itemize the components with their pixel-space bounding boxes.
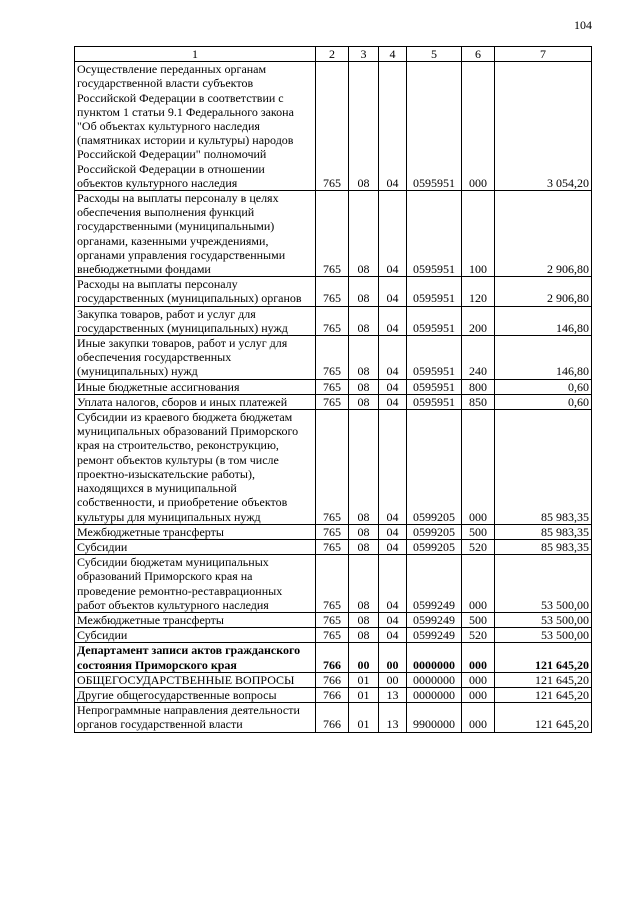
row-name-cell: Межбюджетные трансферты (75, 524, 316, 539)
table-row (75, 394, 592, 409)
row-expense-type-cell: 520 (462, 628, 495, 643)
row-amount-cell: 121 645,20 (495, 643, 592, 672)
row-name-cell: Расходы на выплаты персоналу в целях обеспечения выполнения функций государственными (муниципальными) органами, казенными учреждениями, органами управления государственными внебюджетными фондами (75, 191, 316, 277)
row-section-cell: 01 (349, 703, 379, 732)
row-admin-code-cell: 765 (316, 539, 349, 554)
row-target-code-cell: 0599205 (407, 524, 462, 539)
table-row (75, 703, 592, 732)
row-subsection-cell: 04 (379, 539, 407, 554)
row-target-code-cell: 0595951 (407, 336, 462, 380)
table-row (75, 643, 592, 672)
row-name-cell: Субсидии (75, 628, 316, 643)
row-admin-code-cell: 765 (316, 379, 349, 394)
row-amount-cell: 146,80 (495, 306, 592, 335)
row-expense-type-cell: 000 (462, 62, 495, 191)
row-target-code-cell: 0595951 (407, 191, 462, 277)
row-section-cell: 08 (349, 410, 379, 525)
row-section-cell: 08 (349, 524, 379, 539)
row-subsection-cell: 00 (379, 672, 407, 687)
row-target-code-cell: 0000000 (407, 643, 462, 672)
row-name-cell: Субсидии из краевого бюджета бюджетам муниципальных образований Приморского края на строительство, реконструкцию, ремонт объектов культуры (в том числе проектно-изыскательские работы), находящихся в муниципальной собственности, и приобретение объектов культуры для муниципальных нужд (75, 410, 316, 525)
row-section-cell: 08 (349, 539, 379, 554)
row-admin-code-cell: 765 (316, 394, 349, 409)
row-amount-cell: 53 500,00 (495, 555, 592, 613)
row-amount-cell: 85 983,35 (495, 410, 592, 525)
row-target-code-cell: 9900000 (407, 703, 462, 732)
header-cell-7: 7 (495, 47, 592, 62)
row-subsection-cell: 04 (379, 277, 407, 306)
row-section-cell: 01 (349, 687, 379, 702)
table-row (75, 379, 592, 394)
row-section-cell: 08 (349, 191, 379, 277)
row-expense-type-cell: 240 (462, 336, 495, 380)
table-row (75, 62, 592, 191)
table-row (75, 687, 592, 702)
row-admin-code-cell: 765 (316, 628, 349, 643)
row-subsection-cell: 04 (379, 379, 407, 394)
row-amount-cell: 53 500,00 (495, 612, 592, 627)
row-admin-code-cell: 766 (316, 703, 349, 732)
header-cell-3: 3 (349, 47, 379, 62)
budget-table (74, 46, 592, 733)
row-expense-type-cell: 500 (462, 612, 495, 627)
table-row (75, 277, 592, 306)
row-section-cell: 08 (349, 306, 379, 335)
header-cell-2: 2 (316, 47, 349, 62)
row-expense-type-cell: 000 (462, 672, 495, 687)
row-subsection-cell: 04 (379, 62, 407, 191)
row-admin-code-cell: 765 (316, 191, 349, 277)
row-admin-code-cell: 766 (316, 643, 349, 672)
row-name-cell: Другие общегосударственные вопросы (75, 687, 316, 702)
row-admin-code-cell: 765 (316, 277, 349, 306)
row-expense-type-cell: 120 (462, 277, 495, 306)
row-expense-type-cell: 100 (462, 191, 495, 277)
row-name-cell: Департамент записи актов гражданского состояния Приморского края (75, 643, 316, 672)
row-amount-cell: 2 906,80 (495, 191, 592, 277)
row-amount-cell: 53 500,00 (495, 628, 592, 643)
row-section-cell: 08 (349, 394, 379, 409)
row-expense-type-cell: 000 (462, 643, 495, 672)
table-header-row (75, 47, 592, 62)
row-name-cell: Межбюджетные трансферты (75, 612, 316, 627)
row-name-cell: Расходы на выплаты персоналу государственных (муниципальных) органов (75, 277, 316, 306)
row-section-cell: 08 (349, 612, 379, 627)
table-row (75, 191, 592, 277)
row-amount-cell: 2 906,80 (495, 277, 592, 306)
header-cell-5: 5 (407, 47, 462, 62)
row-expense-type-cell: 500 (462, 524, 495, 539)
page-number: 104 (574, 18, 592, 32)
row-subsection-cell: 13 (379, 703, 407, 732)
row-target-code-cell: 0599249 (407, 612, 462, 627)
row-section-cell: 01 (349, 672, 379, 687)
row-target-code-cell: 0595951 (407, 394, 462, 409)
table-row (75, 524, 592, 539)
row-section-cell: 08 (349, 336, 379, 380)
row-admin-code-cell: 765 (316, 306, 349, 335)
row-section-cell: 08 (349, 277, 379, 306)
row-expense-type-cell: 850 (462, 394, 495, 409)
row-admin-code-cell: 766 (316, 687, 349, 702)
row-name-cell: Уплата налогов, сборов и иных платежей (75, 394, 316, 409)
table-row (75, 672, 592, 687)
row-subsection-cell: 04 (379, 555, 407, 613)
row-name-cell: Иные бюджетные ассигнования (75, 379, 316, 394)
row-name-cell: Осуществление переданных органам государственной власти субъектов Российской Федерации в соответствии с пунктом 1 статьи 9.1 Федерального закона "Об объектах культурного наследия (памятниках истории и культуры) народов Российской Федерации" полномочий Российской Федерации в отношении объектов культурного наследия (75, 62, 316, 191)
row-section-cell: 08 (349, 379, 379, 394)
table-row (75, 555, 592, 613)
row-section-cell: 08 (349, 628, 379, 643)
row-amount-cell: 121 645,20 (495, 703, 592, 732)
row-admin-code-cell: 765 (316, 524, 349, 539)
row-target-code-cell: 0599249 (407, 628, 462, 643)
row-expense-type-cell: 800 (462, 379, 495, 394)
row-name-cell: Иные закупки товаров, работ и услуг для обеспечения государственных (муниципальных) нужд (75, 336, 316, 380)
row-subsection-cell: 04 (379, 524, 407, 539)
row-admin-code-cell: 766 (316, 672, 349, 687)
header-cell-6: 6 (462, 47, 495, 62)
header-cell-1: 1 (75, 47, 316, 62)
row-target-code-cell: 0000000 (407, 672, 462, 687)
table-row (75, 612, 592, 627)
table-row (75, 628, 592, 643)
row-section-cell: 08 (349, 555, 379, 613)
row-target-code-cell: 0595951 (407, 62, 462, 191)
row-expense-type-cell: 000 (462, 410, 495, 525)
row-subsection-cell: 04 (379, 336, 407, 380)
row-subsection-cell: 13 (379, 687, 407, 702)
table-row (75, 306, 592, 335)
row-subsection-cell: 00 (379, 643, 407, 672)
row-admin-code-cell: 765 (316, 612, 349, 627)
row-name-cell: Субсидии (75, 539, 316, 554)
row-target-code-cell: 0599205 (407, 539, 462, 554)
row-subsection-cell: 04 (379, 612, 407, 627)
row-subsection-cell: 04 (379, 394, 407, 409)
row-subsection-cell: 04 (379, 410, 407, 525)
row-target-code-cell: 0595951 (407, 277, 462, 306)
row-target-code-cell: 0599205 (407, 410, 462, 525)
row-amount-cell: 85 983,35 (495, 539, 592, 554)
row-expense-type-cell: 000 (462, 703, 495, 732)
row-target-code-cell: 0595951 (407, 306, 462, 335)
row-amount-cell: 0,60 (495, 379, 592, 394)
row-name-cell: ОБЩЕГОСУДАРСТВЕННЫЕ ВОПРОСЫ (75, 672, 316, 687)
row-name-cell: Непрограммные направления деятельности органов государственной власти (75, 703, 316, 732)
header-cell-4: 4 (379, 47, 407, 62)
row-expense-type-cell: 520 (462, 539, 495, 554)
row-subsection-cell: 04 (379, 306, 407, 335)
row-section-cell: 08 (349, 62, 379, 191)
row-amount-cell: 85 983,35 (495, 524, 592, 539)
row-admin-code-cell: 765 (316, 410, 349, 525)
row-target-code-cell: 0000000 (407, 687, 462, 702)
row-amount-cell: 146,80 (495, 336, 592, 380)
row-amount-cell: 3 054,20 (495, 62, 592, 191)
row-target-code-cell: 0595951 (407, 379, 462, 394)
row-amount-cell: 121 645,20 (495, 687, 592, 702)
row-target-code-cell: 0599249 (407, 555, 462, 613)
row-name-cell: Субсидии бюджетам муниципальных образований Приморского края на проведение ремонтно-реставрационных работ объектов культурного наследия (75, 555, 316, 613)
row-expense-type-cell: 000 (462, 555, 495, 613)
row-subsection-cell: 04 (379, 628, 407, 643)
row-admin-code-cell: 765 (316, 62, 349, 191)
row-section-cell: 00 (349, 643, 379, 672)
table-row (75, 410, 592, 525)
row-expense-type-cell: 200 (462, 306, 495, 335)
row-admin-code-cell: 765 (316, 555, 349, 613)
row-admin-code-cell: 765 (316, 336, 349, 380)
row-name-cell: Закупка товаров, работ и услуг для государственных (муниципальных) нужд (75, 306, 316, 335)
table-row (75, 336, 592, 380)
row-subsection-cell: 04 (379, 191, 407, 277)
row-amount-cell: 121 645,20 (495, 672, 592, 687)
row-expense-type-cell: 000 (462, 687, 495, 702)
row-amount-cell: 0,60 (495, 394, 592, 409)
table-row (75, 539, 592, 554)
